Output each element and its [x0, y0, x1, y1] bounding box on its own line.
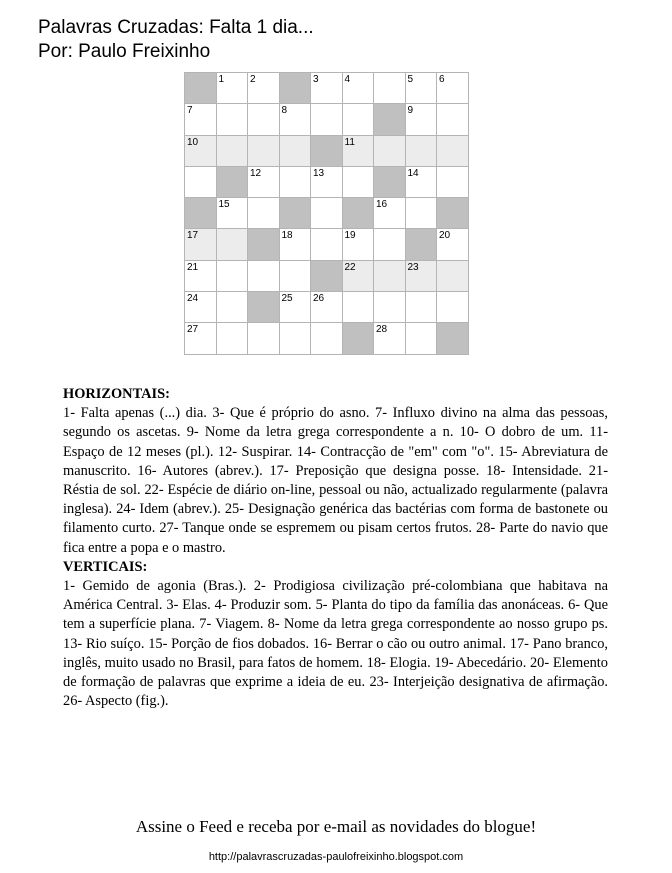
grid-cell[interactable]: [374, 135, 406, 166]
clue-number: 20: [439, 230, 451, 242]
grid-cell[interactable]: [342, 229, 374, 260]
grid-cell[interactable]: [216, 292, 248, 323]
grid-cell[interactable]: [405, 135, 437, 166]
grid-cell[interactable]: [405, 260, 437, 291]
grid-cell[interactable]: [311, 104, 343, 135]
clue-number: 3: [313, 74, 319, 85]
grid-cell[interactable]: [279, 260, 311, 291]
grid-cell[interactable]: [279, 135, 311, 166]
grid-cell[interactable]: [279, 104, 311, 135]
grid-cell-black: [405, 229, 437, 260]
grid-cell[interactable]: [311, 198, 343, 229]
grid-cell-black: [216, 166, 248, 197]
clue-number: 5: [407, 74, 414, 85]
clue-number: 10: [187, 136, 199, 148]
grid-cell[interactable]: [248, 260, 280, 291]
grid-cell[interactable]: [248, 135, 280, 166]
grid-cell[interactable]: [437, 135, 469, 166]
grid-cell[interactable]: [185, 104, 217, 135]
grid-cell[interactable]: [405, 198, 437, 229]
grid-row: [185, 292, 469, 323]
clue-number: 25: [281, 293, 293, 305]
grid-cell-black: [185, 198, 217, 229]
grid-cell[interactable]: [342, 73, 374, 104]
grid-cell[interactable]: [279, 323, 311, 354]
clue-number: 17: [187, 230, 199, 242]
grid-cell[interactable]: [279, 292, 311, 323]
clue-number: 18: [281, 230, 293, 242]
blog-url[interactable]: http://palavrascruzadas-paulofreixinho.blogspot.com: [208, 851, 464, 863]
across-clues: 1- Falta apenas (...) dia. 3- Que é próprio do asno. 7- Influxo divino na alma das pessoas, segundo os ascetas. 9- Nome da letra grega correspondente a n. 10- O dobro de um. 11- Espaço de 12 meses (pl.). 12- Suspirar. 14- Contracção de "em" com "o". 15- Abreviatura de manuscrito. 16- Autores (abrev.). 17- Preposição que designa posse. 18- Intensidade. 21- Réstia de sol. 22- Espécie de diário on-line, pessoal ou não, actualizado regularmente (palavra inglesa). 24- Idem (abrev.). 25- Designação genérica das bactérias com forma de bastonete ou filamento curto. 27- Tanque onde se espremem ou pisam certos frutos. 28- Parte do navio que fica entre a popa e o mastro.: [63, 405, 608, 556]
grid-cell[interactable]: [374, 73, 406, 104]
grid-cell[interactable]: [248, 104, 280, 135]
grid-cell-black: [279, 73, 311, 104]
down-clues: 1- Gemido de agonia (Bras.). 2- Prodigiosa civilização pré-colombiana que habitava na América Central. 3- Elas. 4- Produzir som. 5- Planta do tipo da família das anonáceas. 6- Que tem a superfície plana. 7- Viagem. 8- Nome da letra grega correspondente ao nosso grupo ps. 13- Rio suíço. 15- Porção de fios dobados. 16- Berrar o cão ou outro animal. 17- Pano branco, inglês, muito usado no Brasil, para fatos de homem. 18- Elogia. 19- Abecedário. 20- Elemento de formação de palavras que exprime a ideia de eu. 23- Interjeição designativa de afirmação. 26- Aspecto (fig.).: [63, 578, 608, 710]
grid-cell[interactable]: [374, 198, 406, 229]
clue-number: 23: [407, 261, 419, 273]
grid-cell[interactable]: [248, 198, 280, 229]
puzzle-title: Palavras Cruzadas: Falta 1 dia...: [38, 17, 314, 38]
clue-number: 1: [218, 74, 225, 85]
grid-cell[interactable]: [374, 292, 406, 323]
grid-cell[interactable]: [216, 260, 248, 291]
grid-row: [185, 135, 469, 166]
clue-number: 11: [344, 136, 355, 148]
clue-number: 8: [281, 105, 288, 117]
grid-cell[interactable]: [216, 198, 248, 229]
clue-number: 12: [250, 167, 262, 179]
grid-cell[interactable]: [405, 104, 437, 135]
clue-number: 19: [344, 230, 356, 242]
grid-row: [185, 73, 469, 104]
grid-row: [185, 323, 469, 354]
grid-cell[interactable]: [216, 73, 248, 104]
clue-number: 24: [187, 293, 199, 305]
grid-cell[interactable]: [185, 260, 217, 291]
grid-cell[interactable]: [342, 292, 374, 323]
header: [38, 16, 314, 64]
grid-cell[interactable]: [216, 323, 248, 354]
grid-cell-black: [311, 260, 343, 291]
grid-cell[interactable]: [405, 73, 437, 104]
crossword-grid: [184, 72, 469, 355]
grid-cell-black: [437, 198, 469, 229]
grid-cell[interactable]: [248, 323, 280, 354]
grid-cell[interactable]: [216, 135, 248, 166]
grid-row: [185, 104, 469, 135]
grid-row: [185, 260, 469, 291]
grid-cell[interactable]: [185, 229, 217, 260]
grid-cell-black: [342, 198, 374, 229]
grid-cell[interactable]: [279, 166, 311, 197]
grid-cell[interactable]: [185, 323, 217, 354]
grid-cell[interactable]: [311, 323, 343, 354]
grid-cell[interactable]: [216, 229, 248, 260]
clue-number: 27: [187, 324, 199, 336]
grid-cell[interactable]: [374, 323, 406, 354]
grid-cell[interactable]: [311, 73, 343, 104]
grid-cell[interactable]: [185, 292, 217, 323]
grid-cell[interactable]: [437, 104, 469, 135]
grid-cell[interactable]: [216, 104, 248, 135]
clue-number: 28: [376, 324, 388, 336]
grid-cell[interactable]: [342, 260, 374, 291]
clue-number: 7: [187, 105, 193, 117]
puzzle-author: Por: Paulo Freixinho: [38, 41, 211, 62]
clue-number: 14: [407, 167, 419, 179]
clue-number: 22: [344, 261, 356, 273]
grid-cell-black: [374, 166, 406, 197]
grid-cell[interactable]: [437, 260, 469, 291]
grid-cell[interactable]: [185, 135, 217, 166]
clue-number: 15: [218, 199, 230, 211]
grid-cell[interactable]: [279, 229, 311, 260]
clue-number: 16: [376, 199, 388, 211]
grid-cell[interactable]: [437, 229, 469, 260]
grid-cell[interactable]: [342, 135, 374, 166]
grid-cell[interactable]: [374, 229, 406, 260]
down-heading: VERTICAIS:: [63, 558, 148, 575]
clue-number: 9: [407, 105, 414, 117]
grid-cell[interactable]: [437, 73, 469, 104]
grid-cell-black: [279, 198, 311, 229]
grid-cell[interactable]: [342, 104, 374, 135]
grid-cell[interactable]: [248, 73, 280, 104]
clue-number: 4: [344, 74, 351, 85]
grid-cell[interactable]: [405, 292, 437, 323]
grid-cell-black: [248, 292, 280, 323]
grid-cell[interactable]: [248, 166, 280, 197]
across-heading: HORIZONTAIS:: [63, 386, 170, 402]
grid-cell[interactable]: [437, 166, 469, 197]
clue-number: 2: [250, 74, 256, 85]
grid-cell[interactable]: [405, 166, 437, 197]
grid-cell-black: [342, 323, 374, 354]
grid-cell-black: [437, 323, 469, 354]
grid-cell-black: [374, 104, 406, 135]
clue-number: 26: [313, 293, 325, 305]
clue-number: 6: [439, 74, 445, 85]
grid-cell-black: [311, 135, 343, 166]
clue-number: 21: [187, 261, 199, 273]
grid-row: [185, 198, 469, 229]
grid-cell[interactable]: [342, 166, 374, 197]
grid-cell[interactable]: [311, 166, 343, 197]
grid-cell-black: [248, 229, 280, 260]
grid-row: [185, 166, 469, 197]
feed-subscribe-text: Assine o Feed e receba por e-mail as novidades do blogue!: [135, 817, 537, 836]
clue-number: 13: [313, 167, 325, 179]
grid-cell[interactable]: [311, 229, 343, 260]
grid-row: [185, 229, 469, 260]
grid-cell[interactable]: [405, 323, 437, 354]
grid-cell[interactable]: [374, 260, 406, 291]
grid-cell-black: [185, 73, 217, 104]
grid-cell[interactable]: [311, 292, 343, 323]
clues-section: [63, 385, 608, 711]
grid-cell[interactable]: [437, 292, 469, 323]
grid-cell[interactable]: [185, 166, 217, 197]
